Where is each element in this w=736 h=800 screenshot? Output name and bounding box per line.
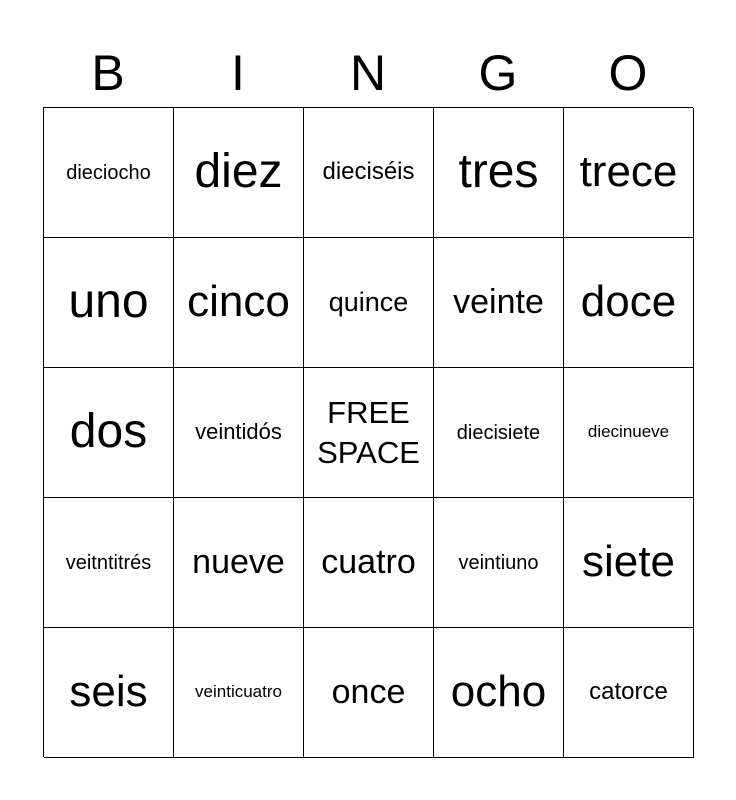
cell-text: FREE SPACE <box>317 394 420 470</box>
cell-text: uno <box>68 275 149 329</box>
bingo-cell[interactable] <box>564 628 694 758</box>
cell-text: veintiuno <box>458 551 539 574</box>
bingo-header <box>43 40 693 106</box>
bingo-cell[interactable] <box>564 368 694 498</box>
bingo-cell[interactable] <box>304 108 434 238</box>
bingo-cell-free-space[interactable] <box>304 368 434 498</box>
bingo-board <box>43 107 693 757</box>
bingo-cell[interactable] <box>304 238 434 368</box>
bingo-cell[interactable] <box>44 368 174 498</box>
header-letter-b: B <box>91 45 125 101</box>
header-letter-o: O <box>608 45 648 101</box>
cell-text: diecinueve <box>587 422 670 442</box>
cell-text: once <box>331 672 406 711</box>
cell-text: dieciocho <box>66 161 151 184</box>
bingo-cell[interactable] <box>44 628 174 758</box>
bingo-cell[interactable] <box>44 108 174 238</box>
cell-text: quince <box>328 286 409 317</box>
bingo-cell[interactable] <box>564 108 694 238</box>
cell-text: trece <box>579 147 678 197</box>
bingo-cell[interactable] <box>174 498 304 628</box>
bingo-cell[interactable] <box>174 628 304 758</box>
cell-text: tres <box>458 145 539 199</box>
cell-text: siete <box>582 537 675 587</box>
cell-text: cinco <box>187 277 290 327</box>
bingo-cell[interactable] <box>304 628 434 758</box>
bingo-cell[interactable] <box>564 238 694 368</box>
cell-text: cuatro <box>321 542 416 581</box>
cell-text: seis <box>69 667 148 717</box>
bingo-cell[interactable] <box>44 498 174 628</box>
bingo-cell[interactable] <box>434 628 564 758</box>
bingo-cell[interactable] <box>304 498 434 628</box>
cell-text: diecisiete <box>456 421 541 444</box>
header-letter-n: N <box>349 45 387 101</box>
bingo-cell[interactable] <box>434 108 564 238</box>
cell-text: dieciséis <box>322 158 415 186</box>
cell-text: ocho <box>450 667 547 717</box>
cell-text: veinticuatro <box>195 682 282 702</box>
header-letter-g: G <box>478 45 518 101</box>
bingo-cell[interactable] <box>44 238 174 368</box>
bingo-cell[interactable] <box>434 498 564 628</box>
bingo-cell[interactable] <box>564 498 694 628</box>
header-letter-i: I <box>231 45 245 101</box>
bingo-cell[interactable] <box>434 368 564 498</box>
cell-text: veitntitrés <box>65 551 152 574</box>
bingo-cell[interactable] <box>174 238 304 368</box>
bingo-cell[interactable] <box>174 108 304 238</box>
cell-text: catorce <box>589 678 668 706</box>
cell-text: dos <box>69 405 148 459</box>
bingo-cell[interactable] <box>434 238 564 368</box>
bingo-cell[interactable] <box>174 368 304 498</box>
cell-text: doce <box>580 277 677 327</box>
cell-text: diez <box>194 145 283 199</box>
cell-text: veinte <box>453 282 544 321</box>
cell-text: nueve <box>192 542 285 581</box>
cell-text: veintidós <box>195 419 282 445</box>
